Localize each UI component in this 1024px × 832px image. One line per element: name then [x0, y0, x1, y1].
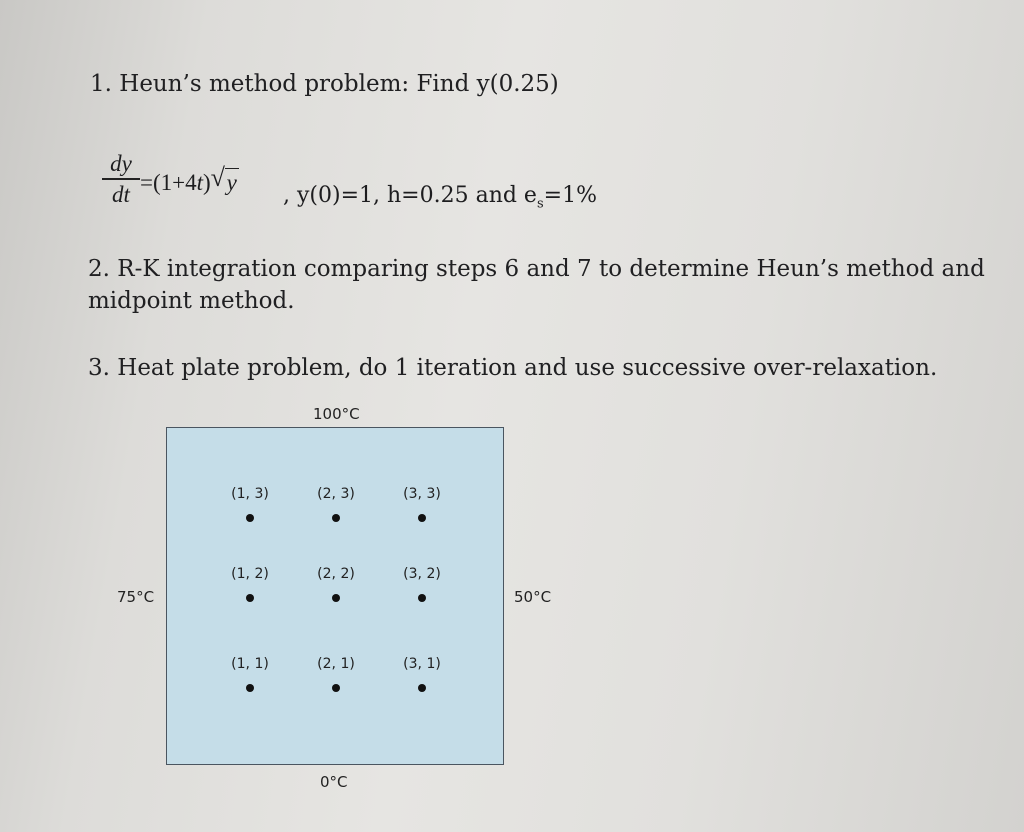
boundary-top-temp: 100°C	[313, 405, 360, 423]
node-dot-1-3	[246, 514, 254, 522]
fraction-numerator: dy	[110, 151, 132, 176]
node-dot-3-1	[418, 684, 426, 692]
node-label-2-3: (2, 3)	[317, 486, 355, 502]
boundary-left-temp: 75°C	[117, 588, 155, 606]
node-label-1-3: (1, 3)	[231, 486, 269, 502]
question-1: 1. Heun’s method problem: Find y(0.25)	[90, 71, 559, 97]
radical-sign: √	[210, 163, 225, 192]
initial-conditions	[283, 183, 597, 211]
fraction-bar	[102, 178, 140, 180]
node-dot-3-3	[418, 514, 426, 522]
node-label-1-1: (1, 1)	[231, 656, 269, 672]
rhs-t: t	[196, 170, 203, 195]
boundary-bottom-temp: 0°C	[320, 773, 348, 791]
node-dot-3-2	[418, 594, 426, 602]
conditions-subscript: s	[536, 196, 544, 212]
node-label-3-1: (3, 1)	[403, 656, 441, 672]
node-dot-2-2	[332, 594, 340, 602]
node-dot-2-3	[332, 514, 340, 522]
node-label-3-2: (3, 2)	[403, 566, 441, 582]
node-dot-1-2	[246, 594, 254, 602]
node-label-2-1: (2, 1)	[317, 656, 355, 672]
node-dot-2-1	[332, 684, 340, 692]
fraction-denominator: dt	[112, 182, 130, 207]
equation-rhs	[140, 163, 239, 197]
rhs-prefix: =(1+4	[140, 170, 197, 195]
derivative-fraction	[102, 152, 140, 207]
conditions-main: , y(0)=1, h=0.25 and e	[283, 183, 537, 208]
node-label-3-3: (3, 3)	[403, 486, 441, 502]
question-3: 3. Heat plate problem, do 1 iteration and use successive over-relaxation.	[88, 355, 938, 381]
node-dot-1-1	[246, 684, 254, 692]
node-label-1-2: (1, 2)	[231, 566, 269, 582]
question-2: 2. R-K integration comparing steps 6 and 7 to determine Heun’s method and midpoint method.	[88, 256, 985, 314]
conditions-tail: =1%	[543, 183, 597, 208]
radicand: y	[226, 170, 237, 195]
square-root	[210, 163, 239, 197]
node-label-2-2: (2, 2)	[317, 566, 355, 582]
boundary-right-temp: 50°C	[514, 588, 552, 606]
rhs-close: )	[203, 170, 211, 195]
